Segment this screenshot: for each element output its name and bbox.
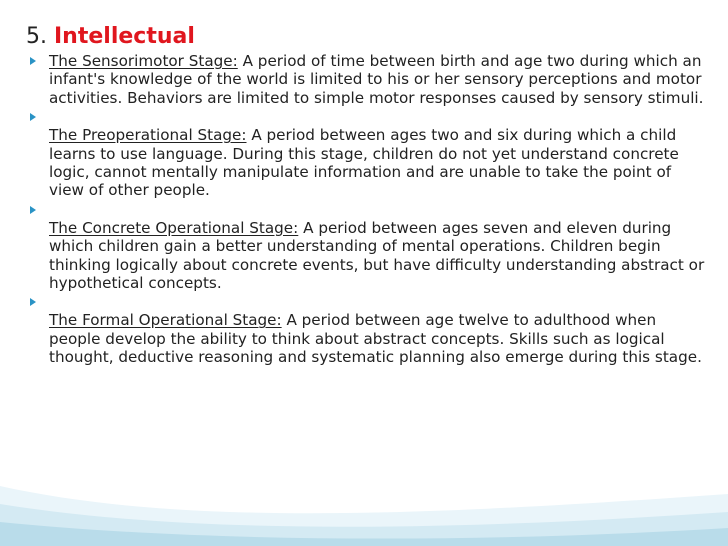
stage-description: A period between ages seven and eleven during which children gain a better understanding of mental operations. Children begin thinking logically about concrete events, but have difficulty understanding abstract or hypothetical concepts. [49,218,705,293]
bullet-arrow-icon [30,57,36,65]
bullet-arrow-icon [30,298,36,306]
stage-term: The Concrete Operational Stage: [49,218,299,237]
title-number: 5. [26,24,47,49]
stage-description: A period between ages two and six during which a child learns to use language. During this stage, children do not yet understand concrete logic, cannot mentally manipulate information and are unable to take the point of view of other people. [49,126,679,200]
stage-term: The Preoperational Stage: [49,126,247,145]
stage-text [49,107,710,200]
bullet-arrow-icon [30,206,36,214]
stage-text [49,292,710,366]
stage-text [49,52,703,107]
stage-text [49,200,710,293]
stage-item-preoperational [30,107,710,200]
stage-description: A period of time between birth and age two during which an infant's knowledge of the world is limited to his or her sensory perceptions and motor activities. Behaviors are limited to simple motor responses caused by sensory stimuli. [49,52,704,107]
stage-item-formal-operational [30,292,710,366]
stage-item-sensorimotor [30,52,710,107]
slide-title [26,22,195,52]
stage-description: A period between age twelve to adulthood when people develop the ability to think about abstract concepts. Skills such as logical thought, deductive reasoning and systematic planning also emerge during this stage. [49,311,702,367]
title-word: Intellectual [54,24,195,49]
stage-list [30,52,710,367]
stage-term: The Sensorimotor Stage: [49,52,238,70]
stage-term: The Formal Operational Stage: [49,311,282,330]
stage-item-concrete-operational [30,200,710,293]
bullet-arrow-icon [30,113,36,121]
decorative-swoosh [0,456,728,546]
